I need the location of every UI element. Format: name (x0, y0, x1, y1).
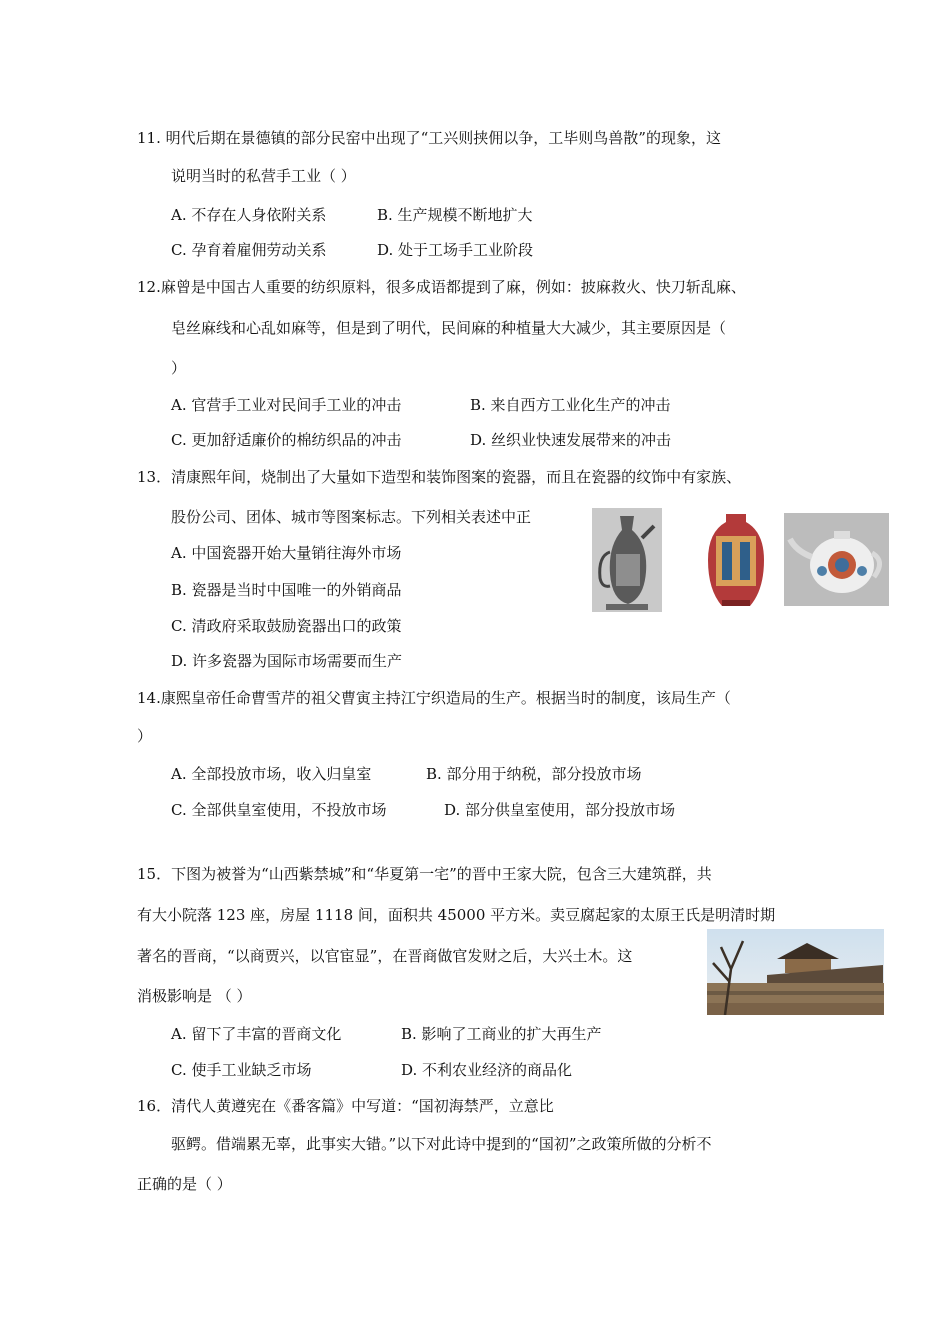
q16-stem-line2: 驱鳄。借端累无辜，此事实大错。”以下对此诗中提到的“国初”之政策所做的分析不 (171, 1135, 712, 1153)
q13-option-c: C. 清政府采取鼓励瓷器出口的政策 (171, 617, 402, 635)
q11-stem-line2: 说明当时的私营手工业（ ） (171, 167, 356, 185)
q11-stem-line1: 11. 明代后期在景德镇的部分民窑中出现了“工兴则挟佣以争，工毕则鸟兽散”的现象，这 (137, 129, 721, 147)
q14-stem-line1: 14.康熙皇帝任命曹雪芹的祖父曹寅主持江宁织造局的生产。根据当时的制度，该局生产（ (137, 689, 731, 707)
q13-stem-line2: 股份公司、团体、城市等图案标志。下列相关表述中正 (171, 508, 532, 526)
q12-option-b: B. 来自西方工业化生产的冲击 (470, 396, 671, 414)
q13-option-a: A. 中国瓷器开始大量销往海外市场 (171, 544, 402, 562)
porcelain-teapot-image (784, 513, 889, 606)
q15-option-a: A. 留下了丰富的晋商文化 (171, 1025, 342, 1043)
q13-option-b: B. 瓷器是当时中国唯一的外销商品 (171, 581, 402, 599)
q13-stem-line1: 13．清康熙年间，烧制出了大量如下造型和装饰图案的瓷器，而且在瓷器的纹饰中有家族、 (137, 468, 742, 486)
q16-stem-line1: 16．清代人黄遵宪在《番客篇》中写道：“国初海禁严，立意比 (137, 1097, 554, 1115)
q12-stem-line3: ） (171, 359, 187, 377)
q15-option-d: D. 不利农业经济的商品化 (401, 1061, 573, 1079)
wang-family-compound-image (707, 929, 884, 1015)
q15-stem-line2: 有大小院落 123 座，房屋 1118 间，面积共 45000 平方米。卖豆腐起家的太原王氏是明清时期 (137, 906, 776, 924)
q12-stem-line1: 12.麻曾是中国古人重要的纺织原料，很多成语都提到了麻，例如：披麻救火、快刀斩乱麻、 (137, 278, 746, 296)
q12-option-c: C. 更加舒适廉价的棉纺织品的冲击 (171, 431, 402, 449)
q12-option-a: A. 官营手工业对民间手工业的冲击 (171, 396, 402, 414)
q13-option-d: D. 许多瓷器为国际市场需要而生产 (171, 652, 403, 670)
porcelain-vase-image (700, 510, 772, 610)
q14-option-a: A. 全部投放市场，收入归皇室 (171, 765, 372, 783)
porcelain-ewer-image (592, 508, 662, 612)
q14-option-d: D. 部分供皇室使用，部分投放市场 (444, 801, 676, 819)
q12-option-d: D. 丝织业快速发展带来的冲击 (470, 431, 672, 449)
q16-stem-line3: 正确的是（ ） (137, 1175, 232, 1193)
q11-option-c: C. 孕育着雇佣劳动关系 (171, 241, 327, 259)
q12-stem-line2: 皂丝麻线和心乱如麻等，但是到了明代，民间麻的种植量大大减少，其主要原因是（ (171, 319, 727, 337)
q14-stem-line2: ） (137, 727, 153, 745)
q11-option-d: D. 处于工场手工业阶段 (377, 241, 534, 259)
q15-stem-line1: 15．下图为被誉为“山西紫禁城”和“华夏第一宅”的晋中王家大院，包含三大建筑群，共 (137, 865, 712, 883)
q15-option-b: B. 影响了工商业的扩大再生产 (401, 1025, 602, 1043)
q11-option-a: A. 不存在人身依附关系 (171, 206, 327, 224)
q14-option-c: C. 全部供皇室使用，不投放市场 (171, 801, 387, 819)
q15-stem-line3: 著名的晋商，“以商贾兴，以官宦显”，在晋商做官发财之后，大兴土木。这 (137, 947, 633, 965)
q15-option-c: C. 使手工业缺乏市场 (171, 1061, 312, 1079)
q14-option-b: B. 部分用于纳税，部分投放市场 (426, 765, 642, 783)
q11-option-b: B. 生产规模不断地扩大 (377, 206, 533, 224)
q15-stem-line4: 消极影响是 （ ） (137, 987, 252, 1005)
